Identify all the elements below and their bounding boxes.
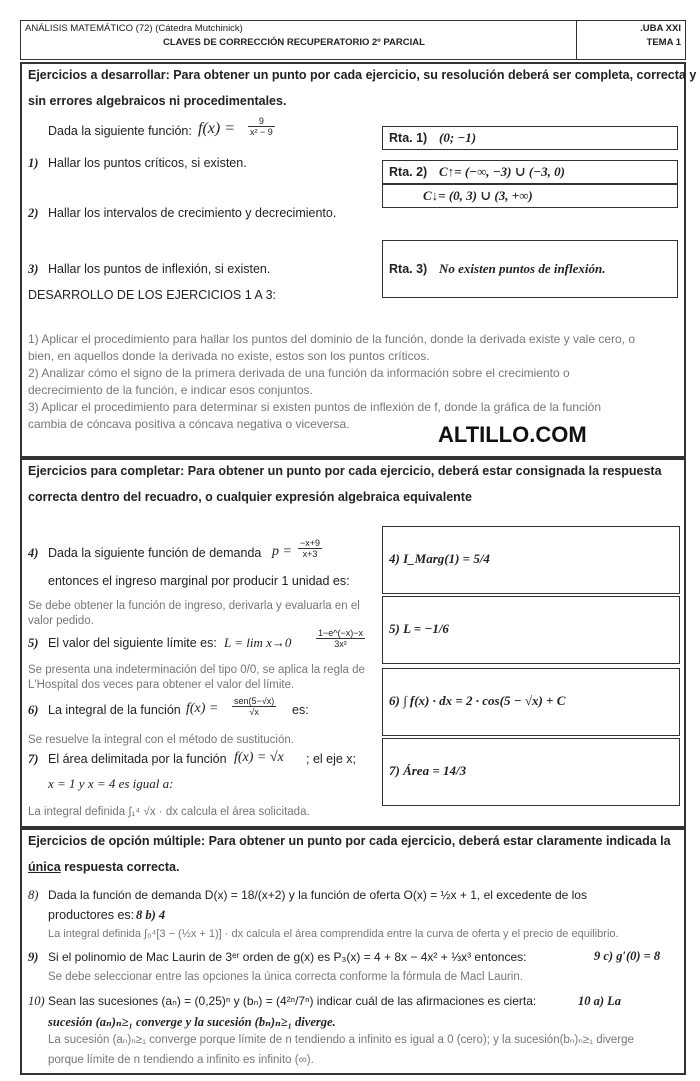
q7-text-3: x = 1 y x = 4 es igual a:: [48, 776, 174, 791]
q5-fraction: [316, 628, 365, 649]
answer2-increasing: C↑= (−∞, −3) ∪ (−3, 0): [439, 164, 565, 179]
q4-text-2: entonces el ingreso marginal por producir 1 unidad es:: [48, 574, 350, 588]
q8-answer: 8 b) 4: [136, 908, 166, 922]
answer7-value: 7) Área = 14/3: [389, 763, 467, 778]
q6-number: 6): [28, 703, 39, 717]
q7-text: El área delimitada por la función: [48, 752, 227, 766]
q4-numerator: −x+9: [300, 538, 321, 548]
section-complete: [20, 458, 686, 828]
q8-text-2: productores es:: [48, 908, 135, 922]
section-multiple-choice: [20, 828, 686, 1075]
sec3-intro-rest: respuesta correcta.: [60, 860, 180, 874]
given-function-label: Dada la siguiente función:: [48, 124, 192, 138]
q4-hint-2: valor pedido.: [28, 615, 94, 627]
q9-number: 9): [28, 950, 39, 964]
q1-number: 1): [28, 156, 39, 170]
q4-fraction: [298, 538, 322, 559]
q6-fraction: [232, 696, 276, 717]
q9-text: Si el polinomio de Mac Laurin de 3ᵉʳ orden de g(x) es P₃(x) = 4 + 8x − 4x² + ⅓x³ entonces:: [48, 950, 527, 964]
answer-box-1: [382, 126, 678, 150]
dev1-line2: bien, en aquellos donde la derivada no existe, estos son los puntos críticos.: [28, 349, 430, 363]
q4-denominator: x+3: [302, 549, 318, 559]
answer-box-5: [382, 596, 680, 664]
q10-number: 10): [28, 994, 45, 1008]
q8-text: Dada la función de demanda D(x) = 18/(x+2) y la función de oferta O(x) = ½x + 1, el excedente de los: [48, 888, 587, 902]
answer6-value: 6) ∫ f(x) · dx = 2 · cos(5 − √x) + C: [389, 693, 566, 708]
q7-fx: f(x) = √x: [234, 750, 284, 765]
q2-text: Hallar los intervalos de crecimiento y decrecimiento.: [48, 206, 337, 220]
q8-number: 8): [28, 888, 39, 902]
development-title: DESARROLLO DE LOS EJERCICIOS 1 A 3:: [28, 288, 277, 302]
answer4-value: 4) I_Marg(1) = 5/4: [389, 551, 490, 566]
q4-text: Dada la siguiente función de demanda: [48, 546, 262, 560]
q1-text: Hallar los puntos críticos, si existen.: [48, 156, 247, 170]
sec3-intro-line1: Ejercicios de opción múltiple: Para obtener un punto por cada ejercicio, deberá estar claramente indicada la: [28, 834, 671, 848]
dev3-line2: cambia de cóncava positiva a cóncava negativa o viceversa.: [28, 417, 350, 431]
q6-text-2: es:: [292, 703, 309, 717]
q7-number: 7): [28, 752, 39, 766]
q6-fx: f(x) =: [186, 701, 219, 716]
document-header: [20, 20, 686, 60]
q4-p-label: p =: [272, 544, 292, 559]
altillo-watermark: ALTILLO.COM: [438, 422, 587, 447]
sec1-intro-line2: sin errores algebraicos ni procedimentales.: [28, 94, 287, 108]
fraction-denominator: x² − 9: [250, 127, 273, 137]
answer-box-6: [382, 668, 680, 736]
q9-hint: Se debe seleccionar entre las opciones la única correcta conforme la fórmula de Macl Laurin.: [48, 971, 523, 983]
dev1-line1: 1) Aplicar el procedimiento para hallar los puntos del dominio de la función, donde la derivada existe y vale cero, o: [28, 332, 636, 346]
q4-hint-1: Se debe obtener la función de ingreso, derivarla y evaluarla en el: [28, 600, 360, 612]
answer2-label: Rta. 2): [389, 165, 428, 179]
q4-number: 4): [28, 546, 39, 560]
uba-logo-text: .UBA XXI: [640, 23, 681, 34]
q10-answer-1: 10 a) La: [578, 994, 622, 1008]
given-fraction: [248, 116, 275, 137]
answer1-value: (0; −1): [439, 130, 477, 145]
answer-box-7: [382, 738, 680, 806]
sec1-intro-line1: Ejercicios a desarrollar: Para obtener un punto por cada ejercicio, su resolución deberá ser completa, correcta y: [28, 68, 697, 82]
answer3-value: No existen puntos de inflexión.: [439, 261, 606, 276]
q10-text: Sean las sucesiones (aₙ) = (0,25)ⁿ y (bₙ) = (4²ⁿ/7ⁿ) indicar cuál de las afirmaciones es cierta:: [48, 994, 537, 1008]
answer5-value: 5) L = −1/6: [389, 621, 449, 636]
q10-hint-1: La sucesión (aₙ)ₙ≥₁ converge porque límite de n tendiendo a infinito es igual a 0 (cero); y la sucesión(bₙ)ₙ≥₁ diverge: [48, 1034, 634, 1046]
q5-denominator: 3x²: [334, 639, 347, 649]
sec2-intro-line2: correcta dentro del recuadro, o cualquier expresión algebraica equivalente: [28, 490, 472, 504]
q5-number: 5): [28, 636, 39, 650]
q3-number: 3): [28, 262, 39, 276]
q5-hint-2: L'Hospital dos veces para obtener el valor del límite.: [28, 679, 295, 691]
q8-hint: La integral definida ∫₀⁴[3 − (½x + 1)] · dx calcula el área comprendida entre la curva de oferta y el precio de equilibrio.: [48, 928, 619, 940]
q7-text-2: ; el eje x;: [306, 752, 357, 766]
exam-title: CLAVES DE CORRECCIÓN RECUPERATORIO 2º PARCIAL: [163, 37, 425, 48]
subject-title: ANÁLISIS MATEMÁTICO (72) (Cátedra Mutchinick): [25, 23, 243, 34]
answer3-label: Rta. 3): [389, 262, 428, 276]
answer2-decreasing: C↓= (0, 3) ∪ (3, +∞): [423, 188, 533, 203]
q2-number: 2): [28, 206, 39, 220]
q5-text: El valor del siguiente límite es:: [48, 636, 217, 650]
section-develop: [20, 62, 697, 458]
dev2-line2: decrecimiento de la función, e indicar esos conjuntos.: [28, 383, 313, 397]
answer-box-4: [382, 526, 680, 594]
header-left-cell: [21, 21, 577, 59]
tema-label: TEMA 1: [646, 37, 681, 48]
q6-numerator: sen(5−√x): [234, 696, 275, 706]
q6-denominator: √x: [249, 707, 259, 717]
answer-box-2a: [382, 160, 678, 184]
q6-hint: Se resuelve la integral con el método de sustitución.: [28, 734, 294, 746]
q7-hint: La integral definida ∫₁⁴ √x · dx calcula el área solicitada.: [28, 806, 310, 818]
q5-hint-1: Se presenta una indeterminación del tipo 0/0, se aplica la regla de: [28, 664, 365, 676]
sec2-intro-line1: Ejercicios para completar: Para obtener un punto por cada ejercicio, deberá estar consignada la respuesta: [28, 464, 662, 478]
q10-hint-2: porque límite de n tendiendo a infinito es infinito (∞).: [48, 1054, 314, 1066]
dev3-line1: 3) Aplicar el procedimiento para determinar si existen puntos de inflexión de f, donde la gráfica de la función: [28, 400, 602, 414]
answer1-label: Rta. 1): [389, 131, 428, 145]
fx-label: f(x) =: [198, 120, 235, 137]
sec3-intro-line2: [28, 860, 179, 874]
answer-box-3: [382, 240, 678, 298]
sec3-unica: única: [28, 860, 61, 874]
q9-answer: 9 c) g′(0) = 8: [594, 949, 661, 963]
answer-box-2b: [382, 184, 678, 208]
dev2-line1: 2) Analizar cómo el signo de la primera derivada de una función da información sobre el crecimiento o: [28, 366, 570, 380]
q3-text: Hallar los puntos de inflexión, si existen.: [48, 262, 271, 276]
q10-answer-2: sucesión (aₙ)ₙ≥₁ converge y la sucesión (bₙ)ₙ≥₁ diverge.: [48, 1015, 336, 1029]
q5-numerator: 1−e^(−x)−x: [318, 628, 363, 638]
fraction-numerator: 9: [248, 116, 275, 127]
q6-text: La integral de la función: [48, 703, 181, 717]
q5-expression: L = lim x→0: [224, 635, 292, 650]
